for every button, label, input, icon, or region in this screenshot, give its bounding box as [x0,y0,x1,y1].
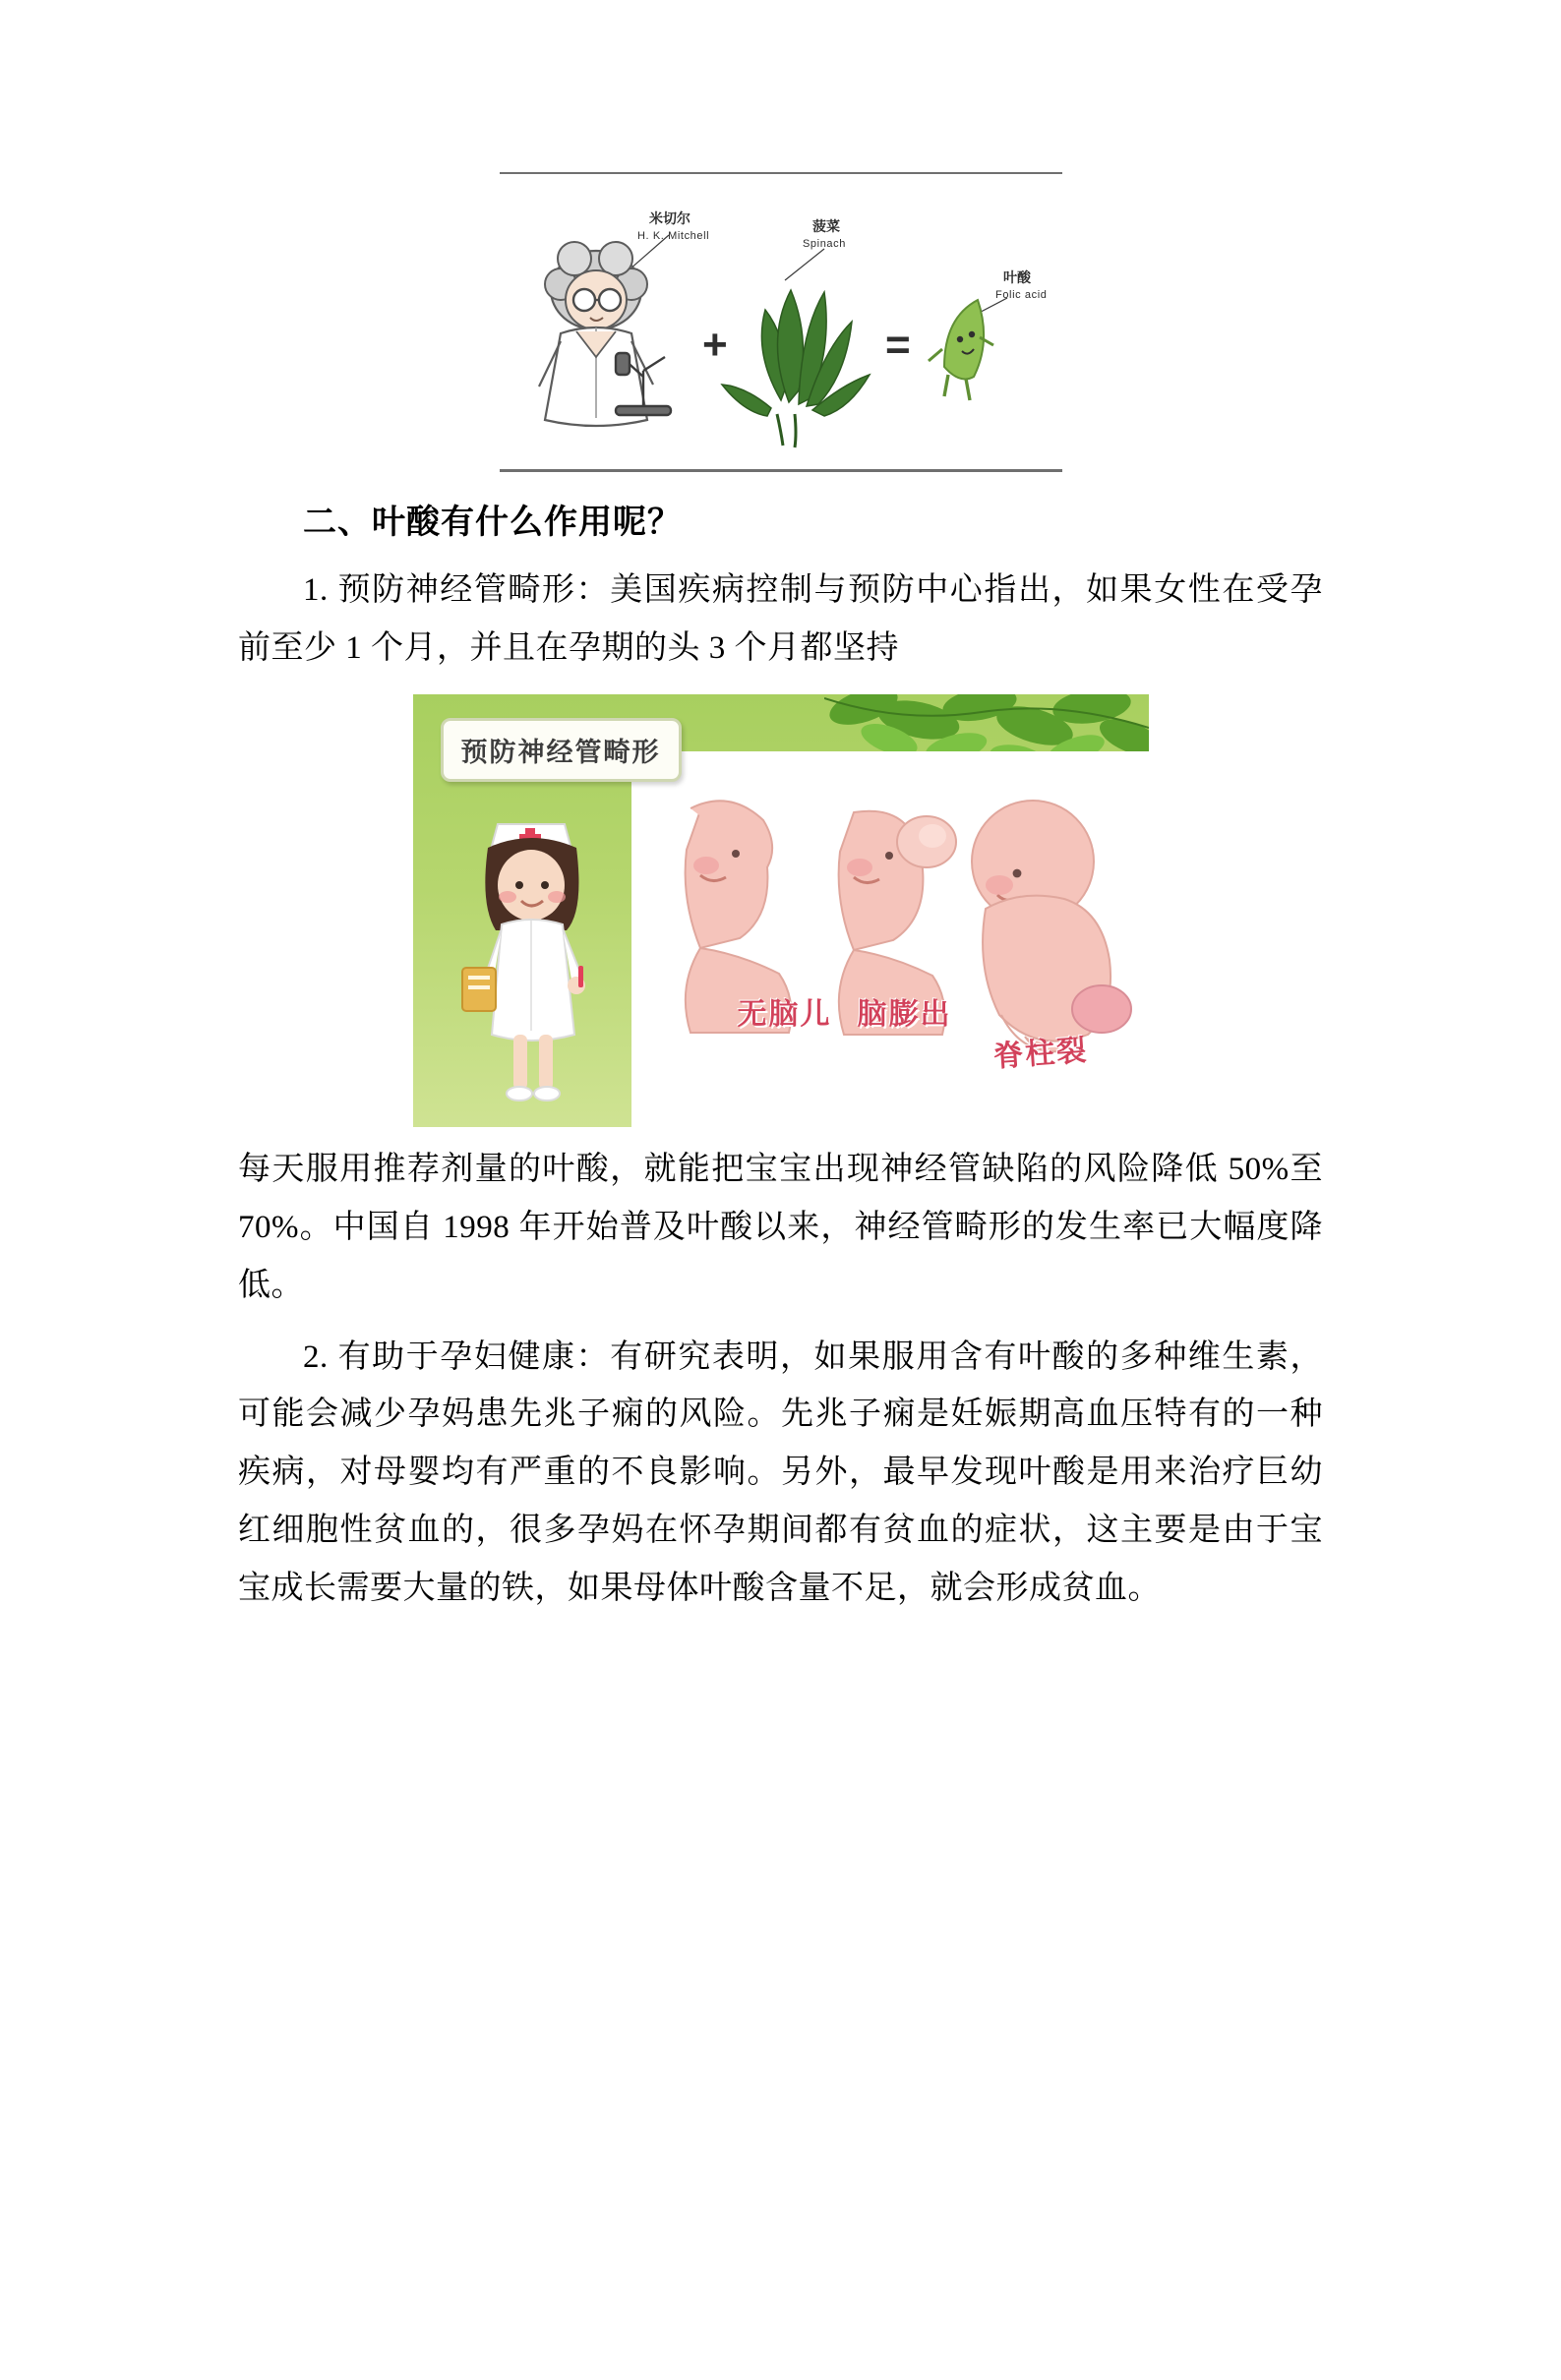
caption-spina-bifida: 脊柱裂 [991,1035,1089,1074]
spinach-figure [722,290,870,447]
figure-top-canvas [500,174,1062,469]
label-spinach-cn: 菠菜 [811,218,840,234]
label-person-en: H. K. Mitchell [636,230,709,242]
figure-neural-canvas [413,694,1149,1127]
caption-anencephaly: 无脑儿 [737,998,832,1032]
figure-bottom-rule [500,469,1062,472]
nurse-figure [449,803,626,1117]
label-spinach-en: Spinach [802,238,846,250]
figure-folic-acid-discovery [238,172,1323,472]
figure-neural-tube-defects [238,694,1323,1127]
figure-tag-label: 预防神经管畸形 [441,718,682,782]
equals-sign: = [884,321,911,369]
label-folic-en: Folic acid [994,289,1047,301]
paragraph-2: 每天服用推荐剂量的叶酸，就能把宝宝出现神经管缺陷的风险降低 50%至 70%。中国自 1998 年开始普及叶酸以来，神经管畸形的发生率已大幅度降低。 [238,1152,1323,1303]
document-page [0,172,1561,2380]
scientist-figure [539,242,671,426]
label-folic-cn: 叶酸 [1002,269,1031,285]
baby-spina-bifida [972,801,1131,1051]
illustration-panel [631,751,1149,1127]
label-person-cn: 米切尔 [648,210,690,226]
paragraph-1: 1. 预防神经管畸形：美国疾病控制与预防中心指出，如果女性在受孕前至少 1 个月，并且在孕期的头 3 个月都坚持 [238,572,1323,666]
plus-sign: + [701,321,728,369]
caption-encephalocele: 脑膨出 [857,998,952,1032]
paragraph-3: 2. 有助于孕妇健康：有研究表明，如果服用含有叶酸的多种维生素，可能会减少孕妈患先兆子痫的风险。先兆子痫是妊娠期高血压特有的一种疾病，对母婴均有严重的不良影响。另外，最早发现叶酸是用来治疗巨幼红细胞性贫血的，很多孕妈在怀孕期间都有贫血的症状，这主要是由于宝宝成长需要大量的铁，如果母体叶酸含量不足，就会形成贫血。 [238,1339,1323,1606]
page-title: 二、叶酸有什么作用呢？ [303,505,682,541]
folic-acid-mascot [929,300,993,400]
